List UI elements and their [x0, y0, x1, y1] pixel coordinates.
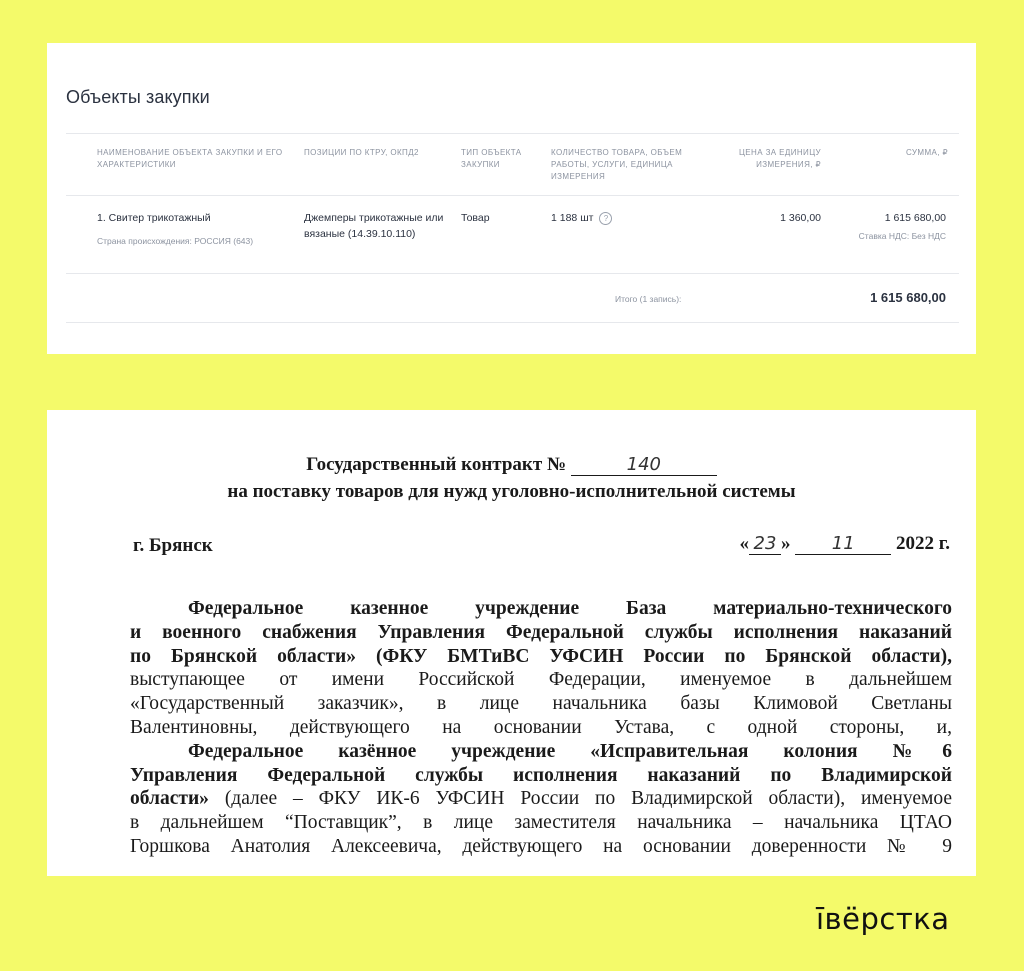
date-day: 23 [753, 533, 777, 554]
column-header-name: НАИМЕНОВАНИЕ ОБЪЕКТА ЗАКУПКИ И ЕГО ХАРАКТЕРИСТИКИ [97, 148, 283, 169]
text-line: Валентиновны, действующего на основании Устава, с одной стороны, и, [130, 716, 952, 738]
item-type: Товар [461, 212, 490, 224]
contract-body [130, 597, 952, 859]
item-positions: Джемперы трикотажные или вязаные (14.39.10.110) [304, 212, 444, 240]
text-line: и военного снабжения Управления Федеральной службы исполнения наказаний [130, 621, 952, 643]
text-line: «Государственный заказчик», в лице начальника базы Климовой Светланы [130, 693, 952, 715]
total-value: 1 615 680,00 [870, 290, 946, 305]
date-year: 2022 г. [896, 533, 950, 554]
item-sum: 1 615 680,00 [884, 212, 946, 224]
item-origin: Страна происхождения: РОССИЯ (643) [97, 236, 254, 246]
text-line: по Брянской области» (ФКУ БМТиВС УФСИН России по Брянской области), [130, 645, 952, 667]
text-line: Федеральное казённое учреждение «Исправительная колония №6 [188, 740, 952, 762]
contract-title [47, 454, 976, 476]
total-label: Итого (1 запись): [615, 294, 682, 304]
contract-date: « 23 » 11 2022 г. [739, 533, 950, 554]
contract-city: г. Брянск [133, 535, 213, 556]
column-header-quantity: КОЛИЧЕСТВО ТОВАРА, ОБЪЕМ РАБОТЫ, УСЛУГИ, ЕДИНИЦА ИЗМЕРЕНИЯ [551, 148, 683, 181]
contract-document [47, 410, 976, 876]
verstka-logo: īвёрстка [816, 902, 950, 936]
contract-title-prefix: Государственный контракт № [306, 454, 567, 475]
text-line: Управления Федеральной службы исполнения наказаний по Владимирской [130, 764, 952, 786]
divider [66, 133, 959, 134]
contract-number: 140 [626, 454, 661, 475]
divider [66, 273, 959, 274]
question-circle-icon[interactable]: ? [599, 212, 612, 225]
divider [66, 195, 959, 196]
column-header-positions: ПОЗИЦИИ ПО КТРУ, ОКПД2 [304, 148, 419, 157]
item-quantity: 1 188 шт [551, 212, 594, 224]
item-name: 1. Свитер трикотажный [97, 212, 211, 224]
date-month: 11 [831, 533, 855, 554]
item-vat: Ставка НДС: Без НДС [858, 231, 946, 241]
column-header-sum: СУММА, ₽ [906, 148, 948, 157]
divider [66, 322, 959, 323]
contract-number-field [571, 455, 717, 476]
text-line: в дальнейшем “Поставщик”, в лице заместителя начальника – начальника ЦТАО [130, 812, 952, 834]
text-line: Горшкова Анатолия Алексеевича, действующего на основании доверенности № 9 [130, 835, 952, 857]
text-line: выступающее от имени Российской Федерации, именуемое в дальнейшем [130, 669, 952, 691]
column-header-unit-price: ЦЕНА ЗА ЕДИНИЦУ ИЗМЕРЕНИЯ, ₽ [738, 148, 821, 169]
item-quantity-cell [551, 210, 701, 226]
text-line: Федеральное казенное учреждение База материально-технического [188, 598, 952, 619]
item-unit-price: 1 360,00 [780, 212, 821, 224]
text-line: области» (далее – ФКУ ИК-6 УФСИН России по Владимирской области), именуемое [130, 788, 952, 810]
procurement-title: Объекты закупки [66, 87, 210, 107]
contract-subtitle: на поставку товаров для нужд уголовно-исполнительной системы [227, 481, 796, 502]
procurement-card [47, 43, 976, 354]
column-header-type: ТИП ОБЪЕКТА ЗАКУПКИ [461, 148, 522, 169]
